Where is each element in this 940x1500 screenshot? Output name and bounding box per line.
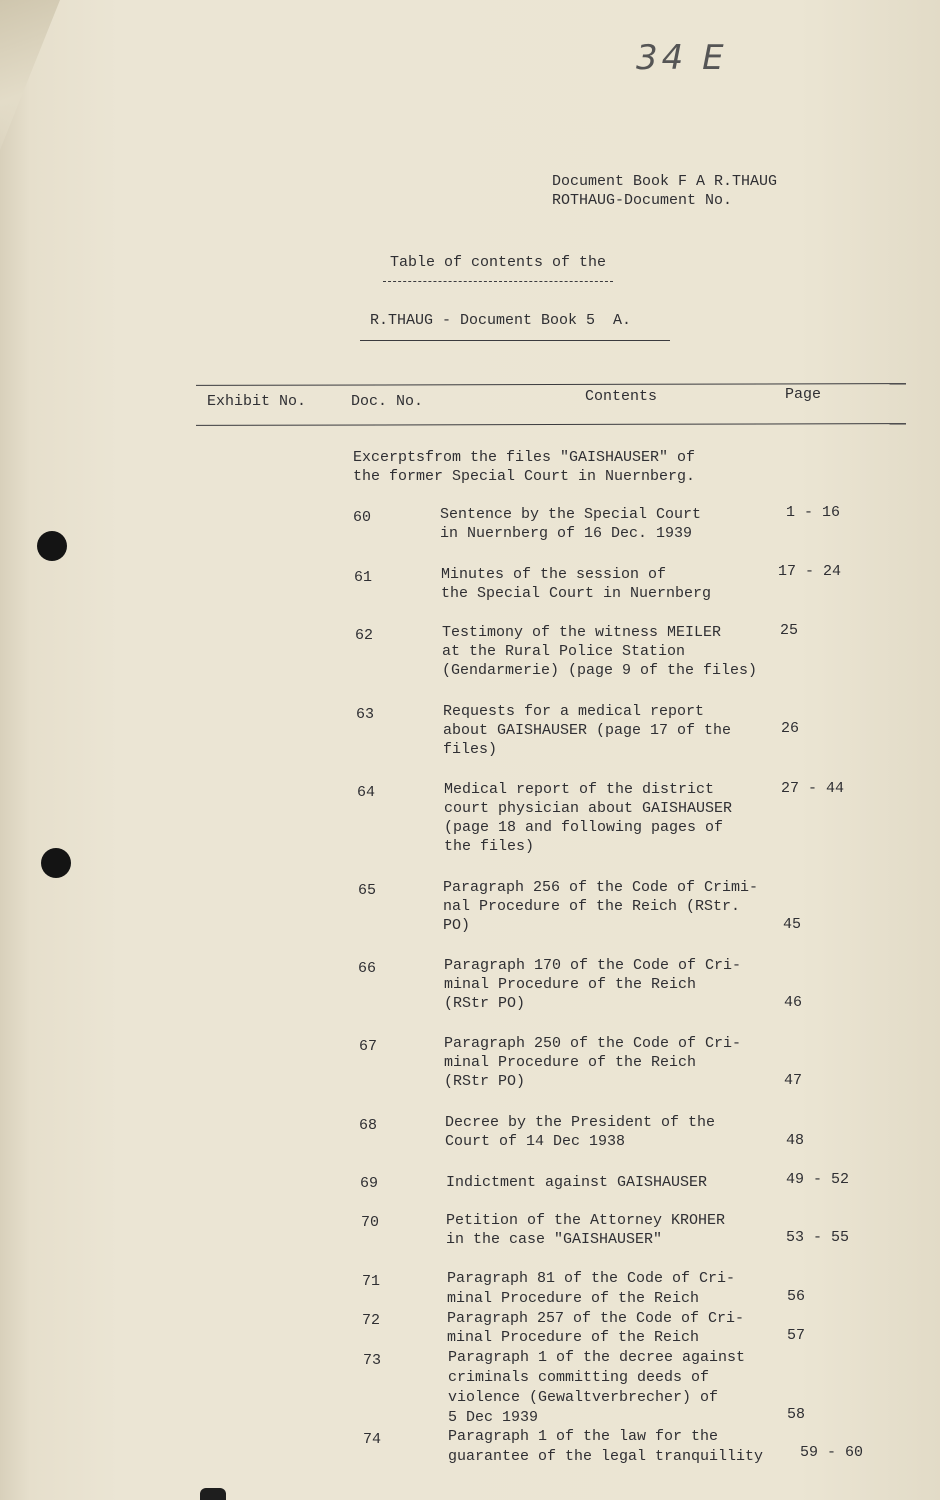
entry-doc-no: 61 — [354, 569, 373, 586]
toc-title-line-2: R.THAUG - Document Book 5 A. — [370, 312, 632, 329]
entry-doc-no: 69 — [360, 1175, 379, 1192]
entry-content-line: Indictment against GAISHAUSER — [446, 1174, 708, 1191]
entry-doc-no: 71 — [362, 1273, 381, 1290]
entry-content-line: Paragraph 81 of the Code of Cri- — [447, 1270, 736, 1287]
entry-content-line: Paragraph 250 of the Code of Cri- — [444, 1035, 742, 1052]
entry-content-line: PO) — [443, 917, 471, 934]
folded-corner — [0, 0, 60, 150]
entry-content-line: Minutes of the session of — [441, 566, 667, 583]
entry-content-line: criminals committing deeds of — [448, 1369, 710, 1386]
entry-content-line: Sentence by the Special Court — [440, 506, 702, 523]
table-header-rule — [196, 423, 906, 426]
entry-doc-no: 60 — [353, 509, 372, 526]
entry-doc-no: 74 — [363, 1431, 382, 1448]
entry-page: 56 — [787, 1288, 806, 1305]
entry-content-line: Court of 14 Dec 1938 — [445, 1133, 626, 1150]
entry-page: 46 — [784, 994, 803, 1011]
entry-content-line: nal Procedure of the Reich (RStr. — [443, 898, 741, 915]
entry-content-line: Paragraph 257 of the Code of Cri- — [447, 1310, 745, 1327]
entry-doc-no: 68 — [359, 1117, 378, 1134]
entry-content-line: Paragraph 1 of the law for the — [448, 1428, 719, 1445]
entry-content-line: minal Procedure of the Reich — [447, 1290, 700, 1307]
column-contents: Contents — [585, 388, 658, 405]
entry-page: 1 - 16 — [786, 504, 841, 521]
title-underline — [360, 340, 670, 341]
entry-content-line: 5 Dec 1939 — [448, 1409, 539, 1426]
entry-doc-no: 70 — [361, 1214, 380, 1231]
entry-page: 26 — [781, 720, 800, 737]
entry-page: 27 - 44 — [781, 780, 845, 797]
entry-doc-no: 66 — [358, 960, 377, 977]
entry-content-line: about GAISHAUSER (page 17 of the — [443, 722, 732, 739]
punch-hole-bottom — [41, 848, 71, 878]
entry-content-line: at the Rural Police Station — [442, 643, 686, 660]
entry-page: 59 - 60 — [800, 1444, 864, 1461]
entry-content-line: violence (Gewaltverbrecher) of — [448, 1389, 719, 1406]
entry-doc-no: 72 — [362, 1312, 381, 1329]
section-intro-line-2: the former Special Court in Nuernberg. — [353, 468, 696, 485]
column-page: Page — [785, 386, 822, 403]
entry-content-line: minal Procedure of the Reich — [444, 976, 697, 993]
entry-content-line: Decree by the President of the — [445, 1114, 716, 1131]
entry-content-line: Paragraph 170 of the Code of Cri- — [444, 957, 742, 974]
entry-content-line: the files) — [444, 838, 535, 855]
column-doc-no: Doc. No. — [351, 393, 424, 410]
entry-doc-no: 73 — [363, 1352, 382, 1369]
toc-title-line-1: Table of contents of the — [390, 254, 607, 271]
binding-mark — [200, 1488, 226, 1500]
entry-content-line: files) — [443, 741, 498, 758]
entry-content-line: in Nuernberg of 16 Dec. 1939 — [440, 525, 693, 542]
entry-page: 57 — [787, 1327, 806, 1344]
entry-page: 45 — [783, 916, 802, 933]
entry-content-line: guarantee of the legal tranquillity — [448, 1448, 764, 1465]
entry-content-line: Paragraph 1 of the decree against — [448, 1349, 746, 1366]
header-line-2: ROTHAUG-Document No. — [552, 192, 733, 209]
column-exhibit-no: Exhibit No. — [207, 393, 307, 410]
entry-page: 53 - 55 — [786, 1229, 850, 1246]
entry-content-line: Testimony of the witness MEILER — [442, 624, 722, 641]
entry-content-line: Paragraph 256 of the Code of Crimi- — [443, 879, 759, 896]
entry-doc-no: 63 — [356, 706, 375, 723]
entry-page: 47 — [784, 1072, 803, 1089]
punch-hole-top — [37, 531, 67, 561]
title-dashed-underline — [383, 281, 613, 282]
entry-content-line: (RStr PO) — [444, 1073, 526, 1090]
entry-content-line: Petition of the Attorney KROHER — [446, 1212, 726, 1229]
entry-page: 17 - 24 — [778, 563, 842, 580]
entry-page: 58 — [787, 1406, 806, 1423]
entry-content-line: Medical report of the district — [444, 781, 715, 798]
entry-content-line: in the case "GAISHAUSER" — [446, 1231, 663, 1248]
entry-content-line: Requests for a medical report — [443, 703, 705, 720]
entry-content-line: (Gendarmerie) (page 9 of the files) — [442, 662, 758, 679]
entry-doc-no: 65 — [358, 882, 377, 899]
entry-content-line: the Special Court in Nuernberg — [441, 585, 712, 602]
entry-page: 48 — [786, 1132, 805, 1149]
entry-content-line: minal Procedure of the Reich — [444, 1054, 697, 1071]
entry-content-line: court physician about GAISHAUSER — [444, 800, 733, 817]
entry-content-line: (RStr PO) — [444, 995, 526, 1012]
entry-content-line: minal Procedure of the Reich — [447, 1329, 700, 1346]
entry-doc-no: 64 — [357, 784, 376, 801]
entry-page: 25 — [780, 622, 799, 639]
handwritten-mark: 34 E — [636, 38, 728, 78]
entry-doc-no: 62 — [355, 627, 374, 644]
header-line-1: Document Book F A R.THAUG — [552, 173, 778, 190]
entry-content-line: (page 18 and following pages of — [444, 819, 724, 836]
entry-page: 49 - 52 — [786, 1171, 850, 1188]
section-intro-line-1: Excerptsfrom the files "GAISHAUSER" of — [353, 449, 696, 466]
entry-doc-no: 67 — [359, 1038, 378, 1055]
